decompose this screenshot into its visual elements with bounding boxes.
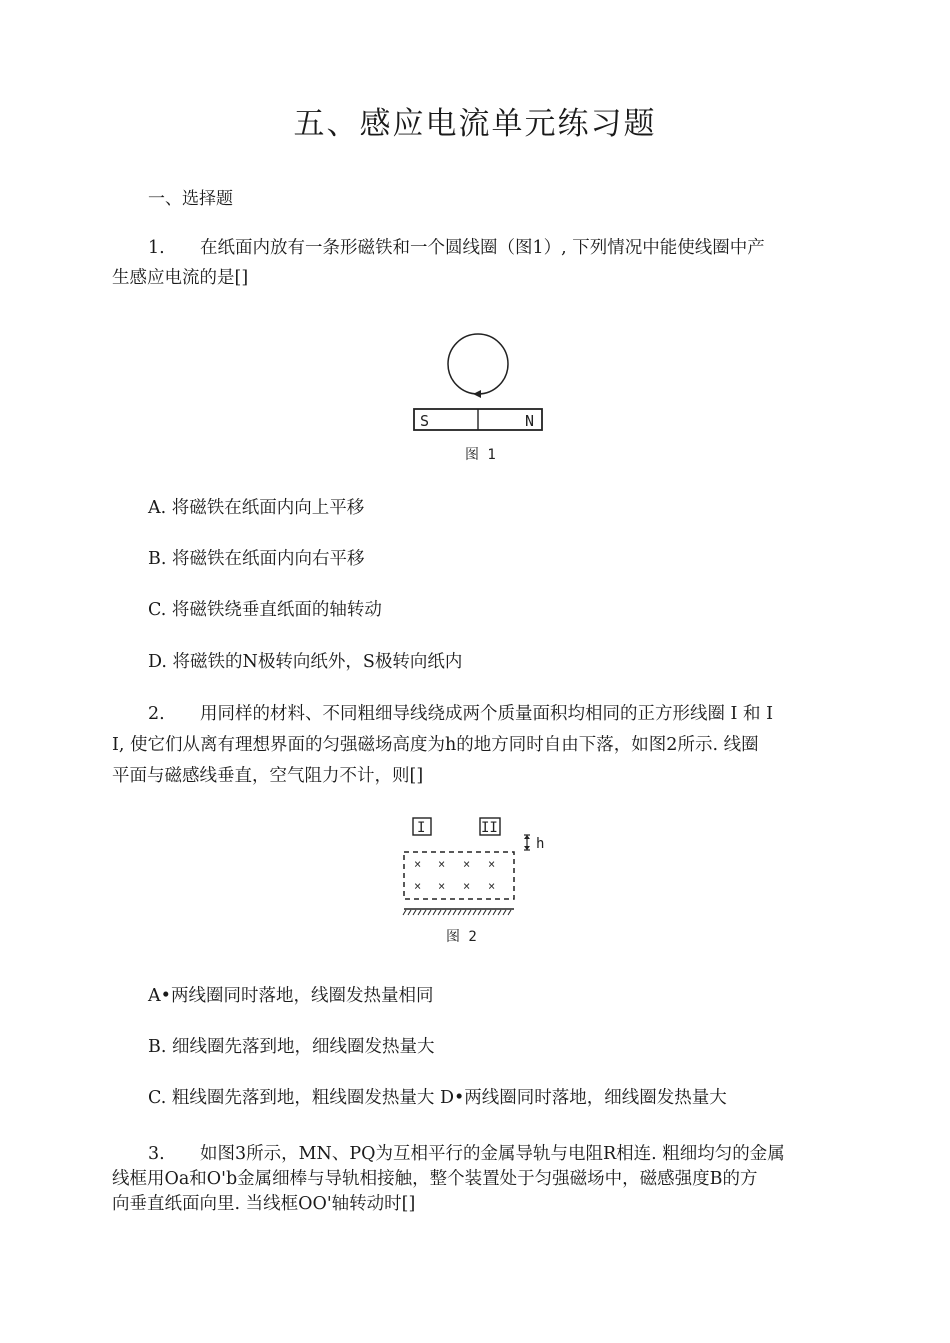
figure-1 xyxy=(405,328,555,468)
q1-line1: 在纸面内放有一条形磁铁和一个圆线圈（图1）, 下列情况中能使线圈中产 xyxy=(200,238,765,258)
page-title: 五、感应电流单元练习题 xyxy=(293,106,657,142)
svg-text:×: × xyxy=(414,879,422,893)
q1-option-d: D. 将磁铁的N极转向纸外，S极转向纸内 xyxy=(148,652,463,672)
q1-option-c: C. 将磁铁绕垂直纸面的轴转动 xyxy=(148,600,382,620)
magnet-n-label: N xyxy=(525,412,535,430)
magnet-s-label: S xyxy=(420,412,430,430)
q1-number: 1. xyxy=(148,238,165,258)
svg-text:×: × xyxy=(438,857,446,871)
figure-1-caption: 图 1 xyxy=(465,447,496,463)
figure-2-caption: 图 2 xyxy=(446,929,477,945)
field-cross-marks xyxy=(414,857,495,893)
q3-number: 3. xyxy=(148,1144,165,1164)
q2-option-c-d: C. 粗线圈先落到地，粗线圈发热量大 D•两线圈同时落地，细线圈发热量大 xyxy=(148,1088,727,1108)
q2-line2: I, 使它们从离有理想界面的匀强磁场高度为h的地方同时自由下落，如图2所示. 线圈 xyxy=(112,735,759,755)
svg-text:×: × xyxy=(488,857,496,871)
section-heading: 一、选择题 xyxy=(148,189,233,209)
q2-number: 2. xyxy=(148,704,165,724)
q3-line3: 向垂直纸面向里. 当线框OO'轴转动时[] xyxy=(112,1194,416,1214)
q2-line3: 平面与磁感线垂直，空气阻力不计，则[] xyxy=(112,766,424,786)
coil-circle xyxy=(448,334,508,394)
coil-2-label: II xyxy=(481,820,498,836)
q1-line2: 生感应电流的是[] xyxy=(112,268,249,288)
coil-arrow-icon xyxy=(473,390,481,398)
svg-text:×: × xyxy=(463,857,471,871)
q2-option-a: A•两线圈同时落地，线圈发热量相同 xyxy=(148,986,434,1006)
q3-line1: 如图3所示，MN、PQ为互相平行的金属导轨与电阻R相连. 粗细均匀的金属 xyxy=(200,1144,785,1164)
q2-line1: 用同样的材料、不同粗细导线绕成两个质量面积均相同的正方形线圈 I 和 I xyxy=(200,704,774,724)
svg-text:×: × xyxy=(438,879,446,893)
q3-line2: 线框用Oa和O'b金属细棒与导轨相接触，整个装置处于匀强磁场中，磁感强度B的方 xyxy=(112,1169,758,1189)
svg-text:×: × xyxy=(414,857,422,871)
svg-text:×: × xyxy=(463,879,471,893)
coil-1-label: I xyxy=(417,820,426,836)
q1-option-b: B. 将磁铁在纸面内向右平移 xyxy=(148,549,365,569)
svg-text:×: × xyxy=(488,879,496,893)
height-label: h xyxy=(536,836,545,852)
figure-2 xyxy=(396,810,556,950)
q2-option-b: B. 细线圈先落到地，细线圈发热量大 xyxy=(148,1037,435,1057)
ground-hatching xyxy=(403,910,511,915)
q1-option-a: A. 将磁铁在纸面内向上平移 xyxy=(148,498,365,518)
